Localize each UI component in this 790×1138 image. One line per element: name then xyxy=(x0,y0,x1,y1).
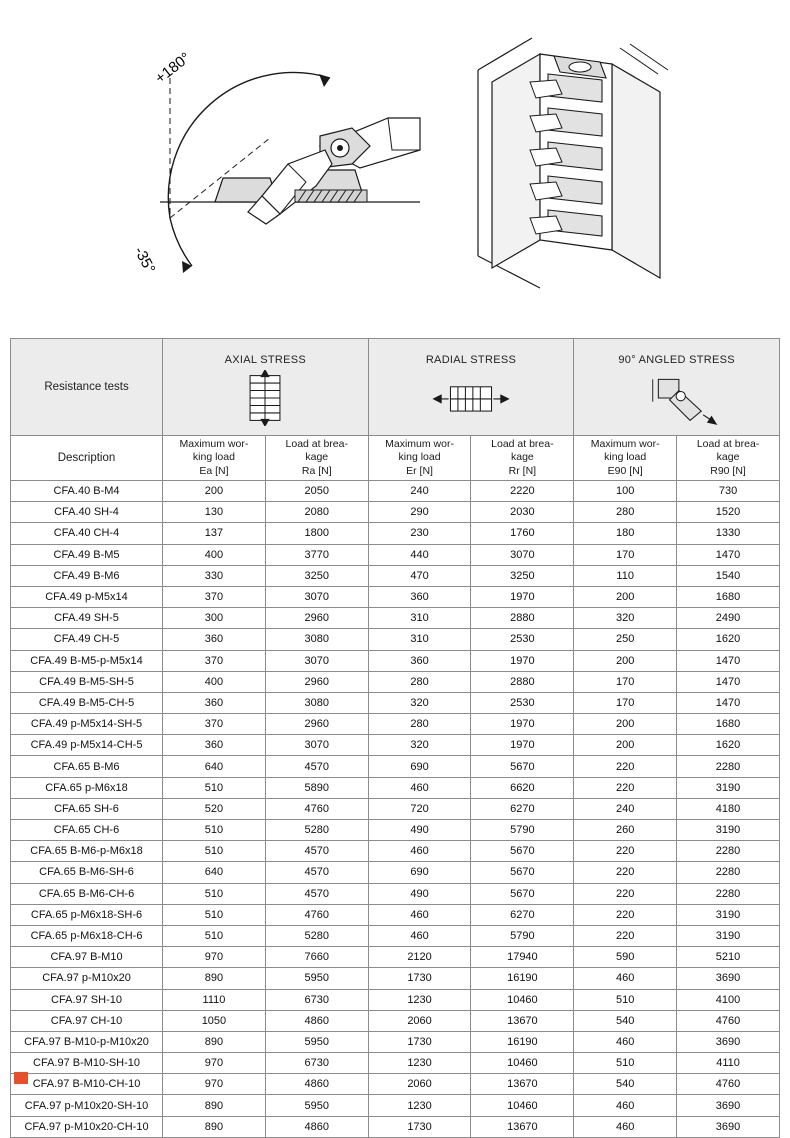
cell-value: 4860 xyxy=(265,1074,368,1095)
angle-open-label: +180° xyxy=(151,49,194,88)
cell-value: 4860 xyxy=(265,1116,368,1137)
cell-value: 13670 xyxy=(471,1010,574,1031)
cell-value: 3250 xyxy=(265,565,368,586)
table-row xyxy=(11,1010,780,1031)
cell-value: 510 xyxy=(163,883,266,904)
cell-value: 220 xyxy=(574,841,677,862)
cell-value: 2530 xyxy=(471,692,574,713)
cell-value: 310 xyxy=(368,608,471,629)
cell-value: 3190 xyxy=(677,925,780,946)
table-row xyxy=(11,841,780,862)
cell-description: CFA.49 SH-5 xyxy=(11,608,163,629)
cell-description: CFA.65 p-M6x18-SH-6 xyxy=(11,904,163,925)
cell-value: 1540 xyxy=(677,565,780,586)
cell-value: 1970 xyxy=(471,714,574,735)
cell-value: 3070 xyxy=(265,650,368,671)
cell-value: 1730 xyxy=(368,1031,471,1052)
cell-value: 690 xyxy=(368,862,471,883)
cell-value: 5790 xyxy=(471,820,574,841)
cell-value: 170 xyxy=(574,692,677,713)
table-row xyxy=(11,820,780,841)
table-row xyxy=(11,777,780,798)
table-row xyxy=(11,714,780,735)
cell-value: 540 xyxy=(574,1074,677,1095)
cell-value: 6730 xyxy=(265,989,368,1010)
cell-value: 7660 xyxy=(265,947,368,968)
cell-value: 690 xyxy=(368,756,471,777)
cell-value: 5670 xyxy=(471,841,574,862)
angled-stress-group xyxy=(574,339,780,436)
cell-value: 13670 xyxy=(471,1074,574,1095)
table-row xyxy=(11,1116,780,1137)
cell-value: 170 xyxy=(574,544,677,565)
cell-value: 2060 xyxy=(368,1074,471,1095)
cell-description: CFA.40 B-M4 xyxy=(11,481,163,502)
cell-value: 200 xyxy=(574,735,677,756)
cell-value: 4760 xyxy=(265,798,368,819)
hinge-opening-angle-diagram xyxy=(120,18,440,298)
cell-description: CFA.97 SH-10 xyxy=(11,989,163,1010)
table-row xyxy=(11,692,780,713)
cell-value: 3770 xyxy=(265,544,368,565)
cell-value: 510 xyxy=(163,777,266,798)
cell-value: 2960 xyxy=(265,714,368,735)
cell-value: 370 xyxy=(163,586,266,607)
cell-value: 3690 xyxy=(677,1031,780,1052)
cell-value: 2280 xyxy=(677,756,780,777)
cell-value: 720 xyxy=(368,798,471,819)
cell-value: 200 xyxy=(574,650,677,671)
table-row xyxy=(11,565,780,586)
cell-value: 1970 xyxy=(471,735,574,756)
cell-value: 2120 xyxy=(368,947,471,968)
cell-value: 200 xyxy=(574,714,677,735)
cell-value: 460 xyxy=(368,925,471,946)
cell-value: 240 xyxy=(574,798,677,819)
cell-value: 250 xyxy=(574,629,677,650)
cell-value: 3080 xyxy=(265,629,368,650)
table-row xyxy=(11,544,780,565)
cell-value: 16190 xyxy=(471,1031,574,1052)
cell-value: 4570 xyxy=(265,883,368,904)
cell-value: 130 xyxy=(163,502,266,523)
cell-value: 170 xyxy=(574,671,677,692)
cell-value: 360 xyxy=(368,586,471,607)
cell-value: 970 xyxy=(163,1074,266,1095)
cell-value: 280 xyxy=(574,502,677,523)
table-row xyxy=(11,735,780,756)
table-row xyxy=(11,947,780,968)
cell-description: CFA.65 CH-6 xyxy=(11,820,163,841)
cell-value: 1230 xyxy=(368,989,471,1010)
cell-value: 1470 xyxy=(677,671,780,692)
cell-value: 890 xyxy=(163,1095,266,1116)
cell-value: 4570 xyxy=(265,756,368,777)
cell-value: 510 xyxy=(574,1053,677,1074)
col-header-e90: Maximum wor- king load E90 [N] xyxy=(574,436,677,481)
cell-value: 5950 xyxy=(265,1095,368,1116)
cell-value: 360 xyxy=(163,692,266,713)
table-row xyxy=(11,502,780,523)
col-header-ea: Maximum wor- king load Ea [N] xyxy=(163,436,266,481)
cell-value: 510 xyxy=(163,904,266,925)
table-row xyxy=(11,1074,780,1095)
cell-value: 220 xyxy=(574,777,677,798)
cell-value: 3070 xyxy=(471,544,574,565)
cell-value: 4760 xyxy=(677,1074,780,1095)
cell-value: 4760 xyxy=(677,1010,780,1031)
cell-value: 460 xyxy=(368,841,471,862)
cell-value: 490 xyxy=(368,883,471,904)
cell-description: CFA.65 B-M6-CH-6 xyxy=(11,883,163,904)
cell-value: 5280 xyxy=(265,820,368,841)
cell-value: 510 xyxy=(574,989,677,1010)
cell-value: 5950 xyxy=(265,968,368,989)
cell-value: 3070 xyxy=(265,735,368,756)
cell-value: 6270 xyxy=(471,798,574,819)
cell-value: 1470 xyxy=(677,544,780,565)
cell-value: 1230 xyxy=(368,1053,471,1074)
cell-value: 320 xyxy=(368,735,471,756)
cell-value: 1520 xyxy=(677,502,780,523)
cell-value: 360 xyxy=(163,629,266,650)
cell-value: 310 xyxy=(368,629,471,650)
cell-value: 6730 xyxy=(265,1053,368,1074)
cell-description: CFA.97 CH-10 xyxy=(11,1010,163,1031)
table-column-header-row xyxy=(11,436,780,481)
angled-stress-label: 90° ANGLED STRESS xyxy=(618,354,735,366)
cell-value: 1330 xyxy=(677,523,780,544)
cell-value: 1230 xyxy=(368,1095,471,1116)
cell-value: 3070 xyxy=(265,586,368,607)
table-group-header-row xyxy=(11,339,780,436)
cell-value: 970 xyxy=(163,947,266,968)
cell-value: 510 xyxy=(163,841,266,862)
cell-value: 2880 xyxy=(471,671,574,692)
cell-description: CFA.97 B-M10-SH-10 xyxy=(11,1053,163,1074)
cell-value: 460 xyxy=(574,1031,677,1052)
cell-value: 1470 xyxy=(677,692,780,713)
cell-value: 230 xyxy=(368,523,471,544)
cell-value: 360 xyxy=(163,735,266,756)
cell-value: 370 xyxy=(163,714,266,735)
angled-stress-icon xyxy=(621,370,733,426)
cell-value: 5670 xyxy=(471,883,574,904)
cell-value: 220 xyxy=(574,862,677,883)
cell-description: CFA.65 B-M6-p-M6x18 xyxy=(11,841,163,862)
cell-value: 540 xyxy=(574,1010,677,1031)
cell-value: 3690 xyxy=(677,1116,780,1137)
cell-value: 10460 xyxy=(471,1053,574,1074)
cell-value: 2080 xyxy=(265,502,368,523)
cell-value: 1760 xyxy=(471,523,574,544)
cell-value: 4570 xyxy=(265,841,368,862)
cell-value: 5210 xyxy=(677,947,780,968)
table-row xyxy=(11,650,780,671)
cell-value: 3690 xyxy=(677,1095,780,1116)
col-header-er: Maximum wor- king load Er [N] xyxy=(368,436,471,481)
cell-value: 2030 xyxy=(471,502,574,523)
cell-value: 2060 xyxy=(368,1010,471,1031)
cell-value: 3690 xyxy=(677,968,780,989)
cell-value: 280 xyxy=(368,714,471,735)
cell-value: 730 xyxy=(677,481,780,502)
cell-value: 1050 xyxy=(163,1010,266,1031)
col-header-r90: Load at brea- kage R90 [N] xyxy=(677,436,780,481)
cell-description: CFA.65 B-M6-SH-6 xyxy=(11,862,163,883)
cell-value: 2530 xyxy=(471,629,574,650)
cell-value: 460 xyxy=(574,968,677,989)
radial-stress-label: RADIAL STRESS xyxy=(425,354,517,366)
cell-value: 2280 xyxy=(677,883,780,904)
cell-description: CFA.97 B-M10 xyxy=(11,947,163,968)
cell-description: CFA.65 p-M6x18-CH-6 xyxy=(11,925,163,946)
table-row xyxy=(11,798,780,819)
cell-value: 320 xyxy=(368,692,471,713)
cell-value: 4570 xyxy=(265,862,368,883)
cell-value: 510 xyxy=(163,925,266,946)
cell-value: 4110 xyxy=(677,1053,780,1074)
cell-value: 2880 xyxy=(471,608,574,629)
cell-value: 520 xyxy=(163,798,266,819)
cell-value: 5890 xyxy=(265,777,368,798)
cell-value: 1730 xyxy=(368,1116,471,1137)
radial-stress-group xyxy=(368,339,574,436)
cell-value: 1680 xyxy=(677,714,780,735)
cell-value: 1730 xyxy=(368,968,471,989)
cell-value: 300 xyxy=(163,608,266,629)
table-row xyxy=(11,1095,780,1116)
cell-value: 4760 xyxy=(265,904,368,925)
cell-value: 360 xyxy=(368,650,471,671)
cell-description: CFA.65 SH-6 xyxy=(11,798,163,819)
cell-description: CFA.40 CH-4 xyxy=(11,523,163,544)
cell-value: 970 xyxy=(163,1053,266,1074)
cell-value: 1470 xyxy=(677,650,780,671)
cell-value: 400 xyxy=(163,671,266,692)
cell-value: 17940 xyxy=(471,947,574,968)
cell-description: CFA.49 p-M5x14 xyxy=(11,586,163,607)
col-header-ra: Load at brea- kage Ra [N] xyxy=(265,436,368,481)
table-row xyxy=(11,481,780,502)
cell-value: 5950 xyxy=(265,1031,368,1052)
cell-description: CFA.49 p-M5x14-CH-5 xyxy=(11,735,163,756)
table-row xyxy=(11,925,780,946)
cell-value: 4180 xyxy=(677,798,780,819)
cell-value: 2960 xyxy=(265,608,368,629)
cell-value: 290 xyxy=(368,502,471,523)
cell-value: 3190 xyxy=(677,777,780,798)
cell-value: 460 xyxy=(574,1095,677,1116)
cell-description: CFA.97 p-M10x20-SH-10 xyxy=(11,1095,163,1116)
cell-description: CFA.65 B-M6 xyxy=(11,756,163,777)
cell-value: 200 xyxy=(163,481,266,502)
cell-description: CFA.97 p-M10x20 xyxy=(11,968,163,989)
cell-value: 16190 xyxy=(471,968,574,989)
cell-value: 3190 xyxy=(677,820,780,841)
page-accent-mark xyxy=(14,1072,28,1084)
cell-description: CFA.49 B-M5 xyxy=(11,544,163,565)
cell-value: 13670 xyxy=(471,1116,574,1137)
cell-description: CFA.65 p-M6x18 xyxy=(11,777,163,798)
cell-value: 890 xyxy=(163,1031,266,1052)
cell-value: 100 xyxy=(574,481,677,502)
cell-value: 330 xyxy=(163,565,266,586)
cell-value: 5670 xyxy=(471,756,574,777)
axial-stress-label: AXIAL STRESS xyxy=(224,354,307,366)
table-row xyxy=(11,586,780,607)
cell-value: 2490 xyxy=(677,608,780,629)
cell-value: 590 xyxy=(574,947,677,968)
cell-value: 3250 xyxy=(471,565,574,586)
cell-value: 460 xyxy=(574,1116,677,1137)
table-row xyxy=(11,883,780,904)
cell-value: 2220 xyxy=(471,481,574,502)
cell-value: 10460 xyxy=(471,1095,574,1116)
cell-value: 460 xyxy=(368,904,471,925)
cell-value: 260 xyxy=(574,820,677,841)
cell-value: 460 xyxy=(368,777,471,798)
cell-value: 2280 xyxy=(677,862,780,883)
cell-value: 440 xyxy=(368,544,471,565)
col-header-description: Description xyxy=(11,436,163,481)
cell-value: 4100 xyxy=(677,989,780,1010)
axial-stress-group xyxy=(163,339,369,436)
cell-value: 400 xyxy=(163,544,266,565)
table-row xyxy=(11,1053,780,1074)
cell-value: 1680 xyxy=(677,586,780,607)
cell-value: 2960 xyxy=(265,671,368,692)
cell-value: 6270 xyxy=(471,904,574,925)
cell-value: 137 xyxy=(163,523,266,544)
cell-value: 890 xyxy=(163,1116,266,1137)
cell-value: 510 xyxy=(163,820,266,841)
cell-value: 640 xyxy=(163,862,266,883)
table-row xyxy=(11,862,780,883)
cell-value: 640 xyxy=(163,756,266,777)
cell-description: CFA.97 B-M10-p-M10x20 xyxy=(11,1031,163,1052)
resistance-tests-table xyxy=(10,338,780,1138)
cell-value: 320 xyxy=(574,608,677,629)
cell-value: 220 xyxy=(574,904,677,925)
cell-value: 490 xyxy=(368,820,471,841)
cell-description: CFA.49 CH-5 xyxy=(11,629,163,650)
hinge-mounted-isometric-diagram xyxy=(470,30,700,290)
cell-value: 3190 xyxy=(677,904,780,925)
cell-value: 1970 xyxy=(471,650,574,671)
cell-value: 2050 xyxy=(265,481,368,502)
cell-description: CFA.97 p-M10x20-CH-10 xyxy=(11,1116,163,1137)
cell-description: CFA.49 B-M6 xyxy=(11,565,163,586)
table-row xyxy=(11,968,780,989)
table-row xyxy=(11,989,780,1010)
cell-value: 890 xyxy=(163,968,266,989)
cell-value: 1800 xyxy=(265,523,368,544)
cell-value: 5280 xyxy=(265,925,368,946)
cell-value: 4860 xyxy=(265,1010,368,1031)
col-header-rr: Load at brea- kage Rr [N] xyxy=(471,436,574,481)
cell-value: 3080 xyxy=(265,692,368,713)
cell-value: 1620 xyxy=(677,629,780,650)
table-row xyxy=(11,523,780,544)
cell-description: CFA.49 p-M5x14-SH-5 xyxy=(11,714,163,735)
table-row xyxy=(11,904,780,925)
table-row xyxy=(11,671,780,692)
cell-description: CFA.97 B-M10-CH-10 xyxy=(11,1074,163,1095)
table-row xyxy=(11,756,780,777)
cell-value: 220 xyxy=(574,925,677,946)
cell-value: 280 xyxy=(368,671,471,692)
cell-value: 5790 xyxy=(471,925,574,946)
cell-value: 1620 xyxy=(677,735,780,756)
cell-value: 1110 xyxy=(163,989,266,1010)
cell-description: CFA.49 B-M5-p-M5x14 xyxy=(11,650,163,671)
cell-description: CFA.40 SH-4 xyxy=(11,502,163,523)
cell-value: 470 xyxy=(368,565,471,586)
cell-value: 200 xyxy=(574,586,677,607)
cell-value: 110 xyxy=(574,565,677,586)
table-row xyxy=(11,629,780,650)
cell-value: 180 xyxy=(574,523,677,544)
cell-description: CFA.49 B-M5-SH-5 xyxy=(11,671,163,692)
cell-value: 240 xyxy=(368,481,471,502)
table-row xyxy=(11,608,780,629)
table-row xyxy=(11,1031,780,1052)
radial-stress-icon xyxy=(415,370,527,426)
cell-value: 5670 xyxy=(471,862,574,883)
cell-value: 6620 xyxy=(471,777,574,798)
illustration-area xyxy=(0,0,790,318)
cell-value: 370 xyxy=(163,650,266,671)
axial-stress-icon xyxy=(209,370,321,426)
angle-closed-label: -35° xyxy=(130,243,159,277)
cell-value: 220 xyxy=(574,756,677,777)
cell-value: 220 xyxy=(574,883,677,904)
cell-value: 1970 xyxy=(471,586,574,607)
resistance-tests-label: Resistance tests xyxy=(11,339,163,436)
cell-value: 10460 xyxy=(471,989,574,1010)
cell-value: 2280 xyxy=(677,841,780,862)
cell-description: CFA.49 B-M5-CH-5 xyxy=(11,692,163,713)
